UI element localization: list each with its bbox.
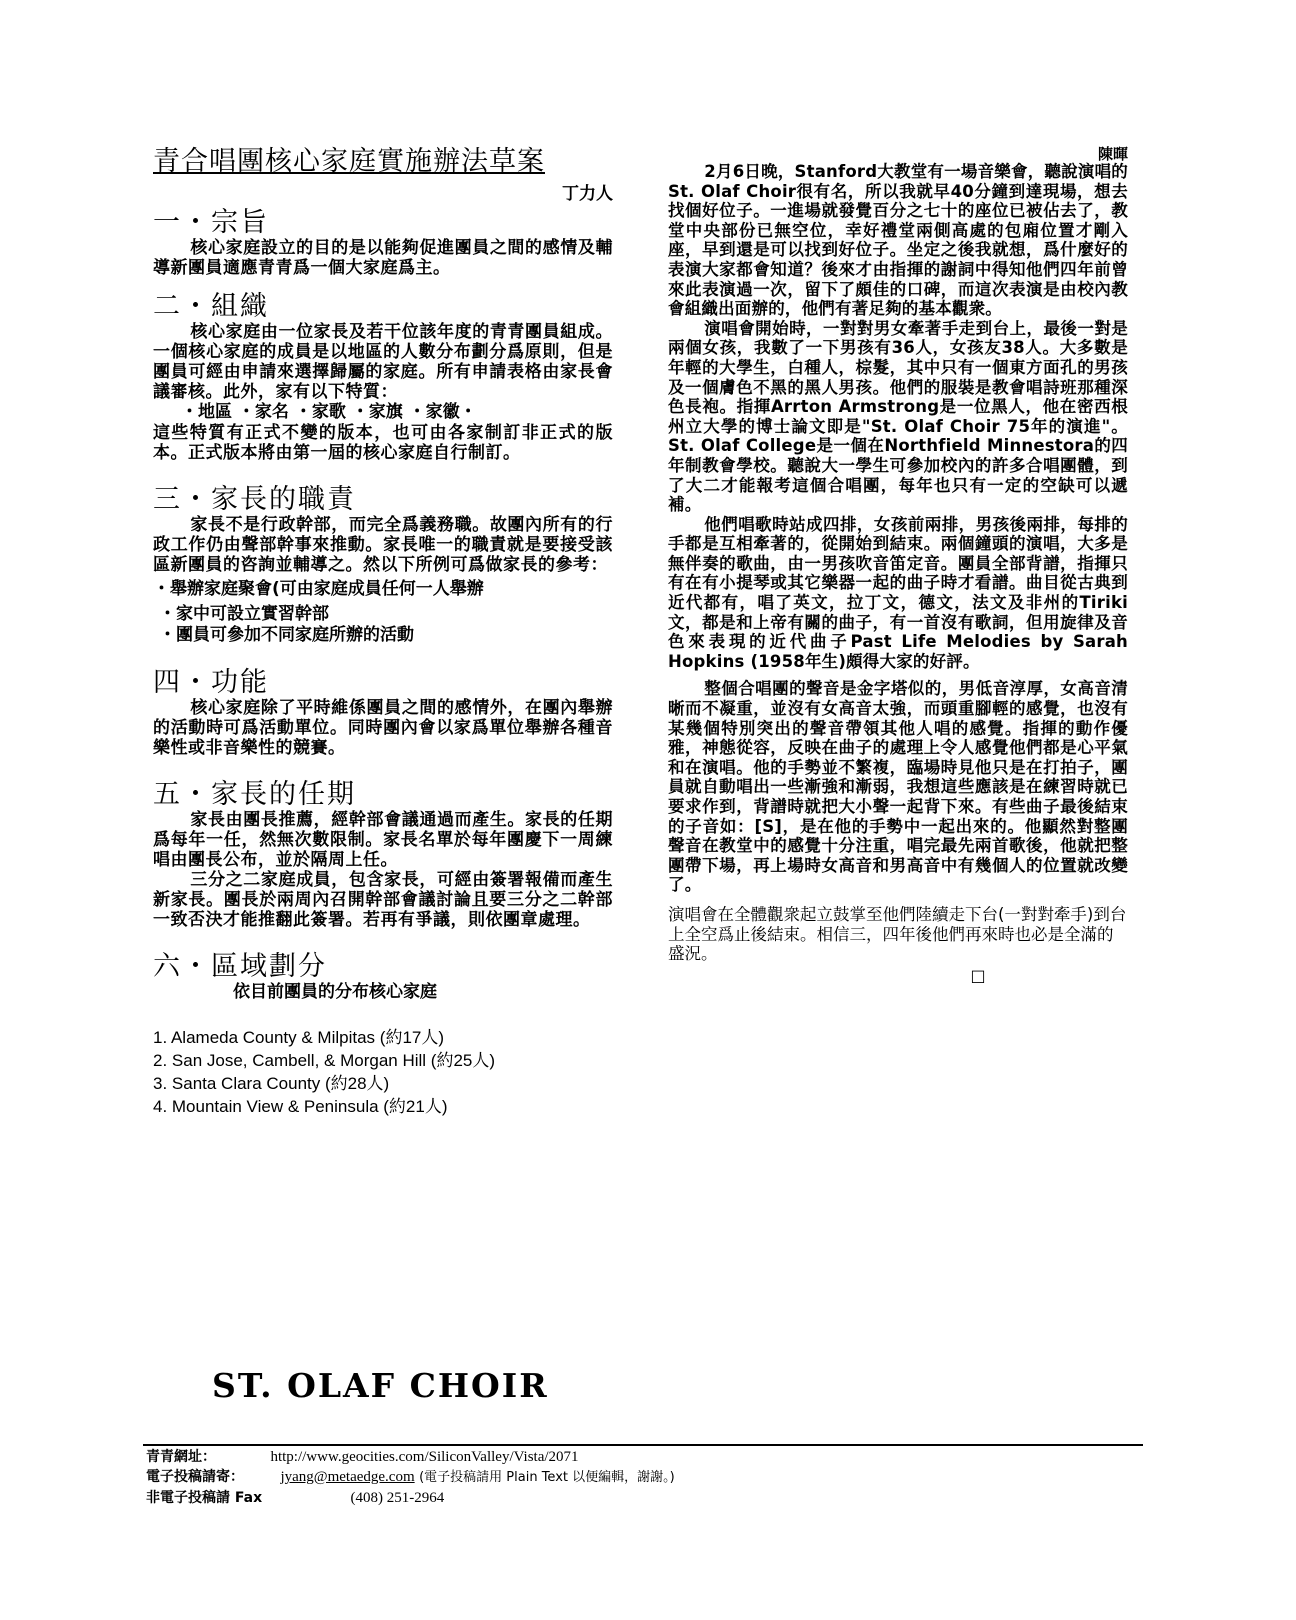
website-link[interactable]: http://www.geocities.com/SiliconValley/Vista/2071 <box>270 1449 579 1465</box>
email-label: 電子投稿請寄： <box>146 1469 244 1485</box>
region-list <box>153 1026 613 1118</box>
section-paragraph: 三分之二家庭成員，包含家長，可經由簽署報備而產生新家長。團長於兩周內召開幹部會議討論且要三分之二幹部一致否決才能推翻此簽署。若再有爭議，則依團章處理。 <box>153 870 613 930</box>
traits-list: ・地區 ・家名 ・家歌 ・家旗 ・家徽・ <box>181 402 477 422</box>
email-link[interactable]: jyang@metaedge.com <box>280 1469 415 1485</box>
article-paragraph: 演唱會開始時，一對對男女牽著手走到台上，最後一對是兩個女孩，我數了一下男孩有36人，女孩友38人。大多數是年輕的大學生，白種人，棕髮，其中只有一個東方面孔的男孩及一個膚色不黑的黑人男孩。他們的服裝是教會唱詩班那種深色長袍。指揮Arrton Armstrong是一位黑人，他在密西根州立大學的博士論文即是"St. Olaf Choir 75年的演進"。St. Olaf College是一個在Northfield Minnestora的四年制教會學校。聽說大一學生可參加校內的許多合唱團體，到了大二才能報考這個合唱團，每年也只有一定的空缺可以遞補。 <box>668 318 1128 515</box>
website-label: 青青網址： <box>146 1449 216 1465</box>
section-term <box>153 780 613 930</box>
section-heading: 四・功能 <box>153 667 269 698</box>
article-title: 青合唱團核心家庭實施辦法草案 <box>153 146 545 177</box>
footer-website-row <box>146 1447 1146 1467</box>
footer-fax-row <box>146 1488 1146 1508</box>
section-paragraph: 家長由團長推薦，經幹部會議通過而產生。家長的任期爲每年一任，然無次數限制。家長名單於每年團慶下一周練唱由團長公布，並於隔周上任。 <box>153 810 613 870</box>
list-item: ・團員可參加不同家庭所辦的活動 <box>159 625 414 645</box>
section-paragraph: 核心家庭設立的目的是以能夠促進團員之間的感情及輔導新團員適應青青爲一個大家庭爲主。 <box>153 238 613 278</box>
email-note: (電子投稿請用 Plain Text 以便編輯，謝謝。) <box>419 1470 675 1485</box>
article-author: 丁力人 <box>562 184 613 204</box>
section-heading: 二・組織 <box>153 291 269 322</box>
section-heading: 一・宗旨 <box>153 207 269 238</box>
list-item: 2. San Jose, Cambell, & Morgan Hill (約25人) <box>153 1051 496 1070</box>
section-heading: 五・家長的任期 <box>153 779 356 810</box>
section-paragraph: 核心家庭除了平時維係團員之間的感情外，在團內舉辦的活動時可爲活動單位。同時團內會以家爲單位舉辦各種音樂性或非音樂性的競賽。 <box>153 698 613 758</box>
section-paragraph: 這些特質有正式不變的版本，也可由各家制訂非正式的版本。正式版本將由第一屆的核心家庭自行制訂。 <box>153 423 613 463</box>
choir-article-title: ST. OLAF CHOIR <box>212 1366 549 1405</box>
fax-label: 非電子投稿請 Fax <box>146 1490 263 1506</box>
section-purpose <box>153 208 613 278</box>
section-paragraph: 家長不是行政幹部，而完全爲義務職。故團內所有的行政工作仍由聲部幹事來推動。家長唯一的職責就是要接受該區新團員的咨詢並輔導之。然以下所例可爲做家長的參考： <box>153 515 613 575</box>
section-organization <box>153 292 613 463</box>
footer <box>146 1447 1146 1508</box>
section-heading: 三・家長的職責 <box>153 484 356 515</box>
section-subtitle: 依目前團員的分布核心家庭 <box>233 982 437 1002</box>
right-column <box>668 146 1128 985</box>
end-mark: □ <box>970 965 986 985</box>
section-paragraph: 核心家庭由一位家長及若干位該年度的青青團員組成。一個核心家庭的成員是以地區的人數分布劃分爲原則，但是團員可經由申請來選擇歸屬的家庭。所有申請表格由家長會議審核。此外，家有以下特質： <box>153 322 613 402</box>
section-function <box>153 668 613 758</box>
footer-email-row <box>146 1467 1146 1488</box>
section-duties <box>153 485 613 646</box>
list-item: 4. Mountain View & Peninsula (約21人) <box>153 1097 448 1116</box>
list-item: 3. Santa Clara County (約28人) <box>153 1074 390 1093</box>
footer-divider <box>143 1444 1143 1446</box>
article-paragraph: 整個合唱團的聲音是金字塔似的，男低音淳厚，女高音清晰而不凝重，並沒有女高音太強，而頭重腳輕的感覺，也沒有某幾個特別突出的聲音帶領其他人唱的感覺。指揮的動作優雅，神態從容，反映在曲子的處理上令人感覺他們都是心平氣和在演唱。他的手勢並不繁複，臨場時見他只是在打拍子，團員就自動唱出一些漸強和漸弱，我想這些應該是在練習時就已要求作到，背譜時就把大小聲一起背下來。有些曲子最後結束的子音如：[S]，是在他的手勢中一起出來的。他顯然對整團聲音在教堂中的感覺十分注重，唱完最先兩首歌後，他就把整團帶下場，再上場時女高音和男高音中有幾個人的位置就改變了。 <box>668 679 1128 895</box>
article-paragraph: 演唱會在全體觀衆起立鼓掌至他們陸續走下台(一對對牽手)到台上全空爲止後結束。相信三，四年後他們再來時也必是全滿的盛況。 <box>668 904 1127 964</box>
list-item: ・家中可設立實習幹部 <box>159 604 329 624</box>
section-regions <box>153 952 613 1118</box>
article-author: 陳暉 <box>1097 145 1128 163</box>
article-paragraph: 2月6日晚，Stanford大教堂有一場音樂會，聽說演唱的St. Olaf Choir很有名，所以我就早40分鐘到達現場，想去找個好位子。一進場就發覺百分之七十的座位已被佔去了，教堂中央部份已無空位，幸好禮堂兩側高處的包廂位置才剛入座，早到還是可以找到好位子。坐定之後我就想，爲什麼好的表演大家都會知道？後來才由指揮的謝詞中得知他們四年前曾來此表演過一次，留下了頗佳的口碑，而這次表演是由校內教會組織出面辦的，他們有著足夠的基本觀衆。 <box>668 162 1128 319</box>
list-item: ・舉辦家庭聚會(可由家庭成員任何一人舉辦 <box>153 579 484 599</box>
article-paragraph: 他們唱歌時站成四排，女孩前兩排，男孩後兩排，每排的手都是互相牽著的，從開始到結束。兩個鐘頭的演唱，大多是無伴奏的歌曲，由一男孩吹音笛定音。團員全部背譜，指揮只有在有小提琴或其它樂器一起的曲子時才看譜。曲目從古典到近代都有，唱了英文，拉丁文，德文，法文及非州的Tiriki文，都是和上帝有關的曲子，有一首沒有歌詞，但用旋律及音色來表現的近代曲子Past Life Melodies by Sarah Hopkins (1958年生)頗得大家的好評。 <box>668 514 1128 671</box>
left-column <box>153 146 613 1118</box>
section-heading: 六・區域劃分 <box>153 951 327 982</box>
list-item: 1. Alameda County & Milpitas (約17人) <box>153 1028 445 1047</box>
fax-number: (408) 251-2964 <box>350 1490 445 1506</box>
